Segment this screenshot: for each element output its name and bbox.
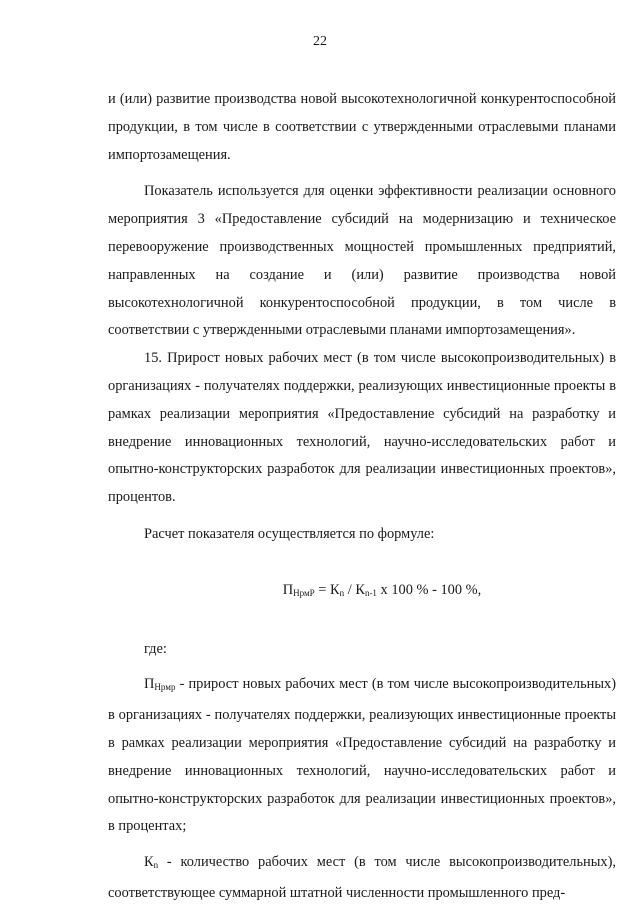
page-number: 22 [313, 34, 327, 49]
formula-k-prev: К [355, 581, 365, 598]
paragraph-formula-intro: Расчет показателя осуществляется по формуле: [144, 525, 435, 542]
definition-k-symbol: К [144, 854, 154, 871]
definition-p-symbol: П [144, 676, 155, 693]
definition-p-nrmr [108, 671, 616, 841]
formula-k: К [330, 581, 340, 598]
paragraph-item-15: 15. Прирост новых рабочих мест (в том числе высокопроизводительных) в организациях - получателях поддержки, реализующих инвестиционные проекты в рамках реализации мероприятия «Предоставление субсидий на разработку и внедрение инновационных технологий, научно-исследовательских работ и опытно-конструкторских разработок для реализации инвестиционных проектов», процентов. [108, 350, 616, 506]
paragraph-indicator-usage: Показатель используется для оценки эффективности реализации основного мероприятия 3 «Предоставление субсидий на модернизацию и техническое перевооружение производственных мощностей промышленных предприятий, направленных на создание и (или) развитие производства новой высокотехнологичной конкурентоспособной продукции, в том числе в соответствии с утвержденными отраслевыми планами импортозамещения». [108, 183, 616, 339]
formula-lhs: П [282, 581, 294, 598]
definition-k-text: - количество рабочих мест (в том числе высокопроизводительных), соответствующее суммарной штатной численности промышленного пред- [108, 854, 616, 901]
page-content [108, 86, 616, 908]
formula-lhs-subscript: НрмР [293, 587, 315, 598]
formula-divide: / [344, 581, 356, 598]
definition-k-n [108, 849, 616, 908]
formula-rest: x 100 % - 100 %, [376, 581, 482, 598]
definition-p-text: - прирост новых рабочих мест (в том числе высокопроизводительных) в организациях - получателях поддержки, реализующих инвестиционные проекты в рамках реализации мероприятия «Предоставление субсидий на разработку и внедрение инновационных технологий, научно-исследовательских работ и опытно-конструкторских разработок для реализации инвестиционных проектов», в процентах; [108, 676, 616, 835]
definition-k-subscript: n [153, 860, 159, 871]
paragraph-where: где: [144, 640, 167, 657]
formula-k-subscript: n [339, 587, 345, 598]
formula [108, 577, 616, 608]
paragraph-continuation: и (или) развитие производства новой высокотехнологичной конкурентоспособной продукции, в том числе в соответствии с утвержденными отраслевыми планами импортозамещения. [108, 91, 616, 163]
definition-p-subscript: Нрмр [154, 682, 176, 693]
formula-equals: = [314, 581, 331, 598]
formula-k-prev-subscript: n-1 [364, 587, 377, 598]
